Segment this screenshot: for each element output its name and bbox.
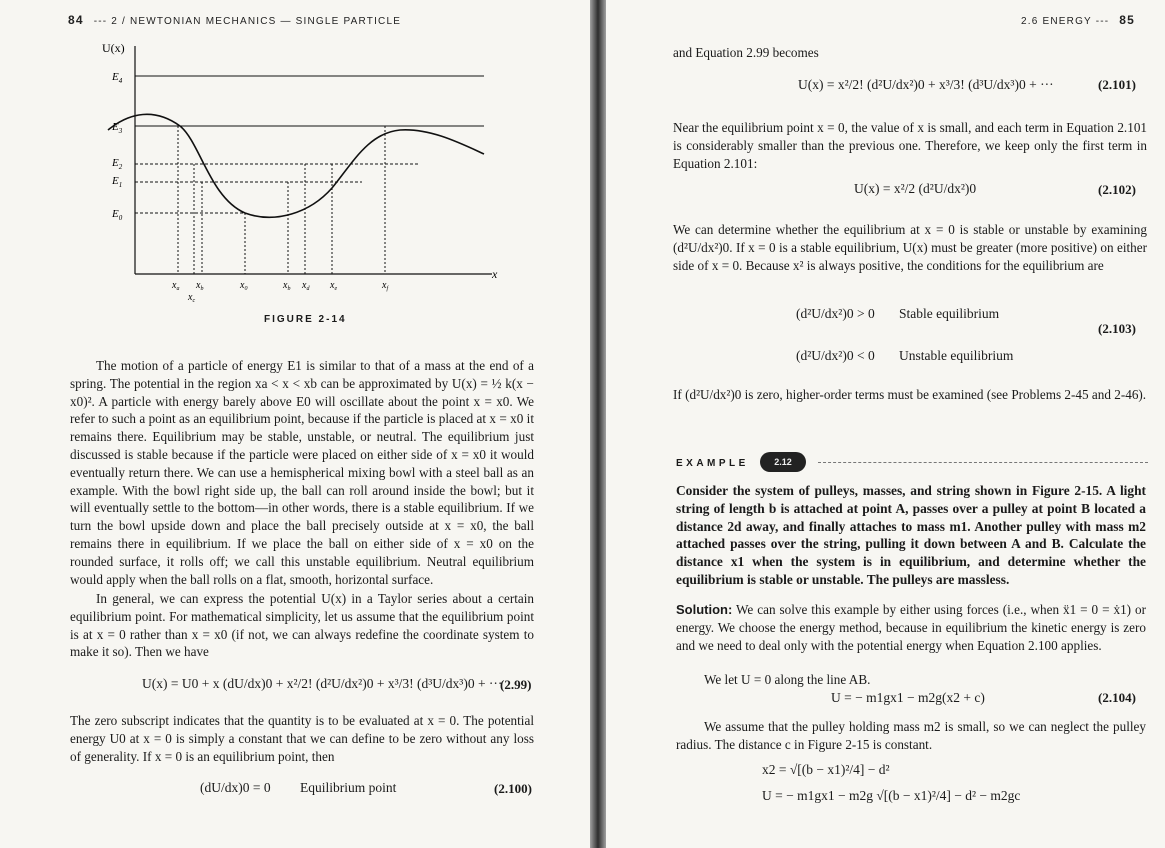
equation-U-expanded: U = − m1gx1 − m2g √[(b − x1)²/4] − d² − m2gc [762, 788, 1021, 803]
right-paragraph-3: If (d²U/dx²)0 is zero, higher-order terms must be examined (see Problems 2-45 and 2-46). [673, 387, 1147, 402]
right-page-number: 85 [1119, 13, 1136, 27]
equation-2-99: U(x) = U0 + x (dU/dx)0 + x²/2! (d²U/dx²)0 + x³/3! (d³U/dx³)0 + ··· [142, 676, 503, 691]
equation-2-100: (dU/dx)0 = 0 [200, 780, 271, 795]
x-label-xe: $x_e$ [330, 280, 338, 292]
solution-paragraph [676, 601, 1146, 654]
right-paragraph-2: We can determine whether the equilibrium at x = 0 is stable or unstable by examining (d²U/dx²)0. If x = 0 is a stable equilibrium, U(x) must be greater (more positive) on either side of x = 0. Because x² is always positive, the conditions for the equilibrium are [673, 222, 1147, 273]
energy-label-e0: $E_0$ [112, 208, 123, 222]
condition-unstable: (d²U/dx²)0 < 0 [796, 348, 875, 363]
let-statement: We let U = 0 along the line AB. [704, 672, 871, 687]
equation-2-103-number: (2.103) [1098, 321, 1136, 336]
equation-2-101: U(x) = x²/2! (d²U/dx²)0 + x³/3! (d³U/dx³)0 + ··· [798, 77, 1054, 92]
equation-2-100-label: Equilibrium point [300, 780, 397, 795]
x-axis-label: x [492, 267, 498, 281]
example-divider [818, 462, 1148, 463]
energy-label-e4: $E_4$ [112, 71, 123, 85]
potential-curve [108, 114, 484, 217]
left-paragraph-3: The zero subscript indicates that the quantity is to be evaluated at x = 0. The potential energy U0 at x = 0 is simply a constant that we can define to be zero without any loss of generality. If x = 0 is an equilibrium point, then [70, 713, 534, 764]
x-label-xb-left: $x_b$ [196, 280, 204, 292]
right-page [606, 0, 1165, 848]
right-paragraph-4: We assume that the pulley holding mass m2 is small, so we can neglect the pulley radius. The distance c in Figure 2-15 is constant. [676, 719, 1146, 752]
equation-2-100-number: (2.100) [494, 781, 532, 796]
x-label-xb: $x_b$ [283, 280, 291, 292]
right-intro: and Equation 2.99 becomes [673, 45, 819, 60]
equation-2-104: U = − m1gx1 − m2g(x2 + c) [831, 690, 985, 705]
left-page-number: 84 [68, 13, 84, 27]
x-label-xf: $x_f$ [382, 280, 389, 292]
right-paragraph-1: Near the equilibrium point x = 0, the value of x is small, and each term in Equation 2.101 is considerably smaller than the previous one. Therefore, we keep only the first term in Equation 2.101: [673, 120, 1147, 171]
left-running-head [68, 13, 401, 27]
right-running-head [1021, 13, 1135, 27]
energy-label-e1: $E_1$ [112, 175, 123, 189]
condition-stable-label: Stable equilibrium [899, 306, 1000, 321]
example-label: EXAMPLE [676, 458, 749, 469]
left-paragraph-2: In general, we can express the potential U(x) in a Taylor series about a certain equilibrium point. For mathematical simplicity, let us assume that the equilibrium point is at x = 0 rather than x = x0 (if not, we can always redefine the coordinate system to make it so). Then we have [70, 591, 534, 660]
figure-caption: FIGURE 2-14 [264, 314, 347, 325]
solution-text: We can solve this example by either using forces (i.e., when ẍ1 = 0 = ẋ1) or energy. We choose the energy method, because in equilibrium the kinetic energy is zero and we need to deal only with the potential energy when Equation 2.100 applies. [676, 602, 1146, 653]
equation-2-99-number: (2.99) [500, 677, 532, 692]
x-label-xc: $x_c$ [188, 292, 196, 304]
equation-2-101-number: (2.101) [1098, 77, 1136, 92]
equation-2-102: U(x) = x²/2 (d²U/dx²)0 [854, 181, 977, 196]
condition-unstable-label: Unstable equilibrium [899, 348, 1014, 363]
potential-energy-figure [100, 38, 510, 304]
equation-2-102-number: (2.102) [1098, 182, 1136, 197]
x-label-x0: $x_0$ [240, 280, 248, 292]
equation-2-104-number: (2.104) [1098, 690, 1136, 705]
example-number-badge: 2.12 [760, 452, 806, 472]
energy-label-e3: $E_3$ [112, 121, 123, 135]
x-label-xd: $x_d$ [302, 280, 310, 292]
left-running-head-text: --- 2 / NEWTONIAN MECHANICS — SINGLE PARTICLE [93, 16, 402, 27]
energy-label-e2: $E_2$ [112, 157, 123, 171]
x-label-xa: $x_a$ [172, 280, 180, 292]
example-problem-text: Consider the system of pulleys, masses, and string shown in Figure 2-15. A light string of length b is attached at point A, passes over a pulley at point B located a distance 2d away, and finally attaches to mass m1. Another pulley with mass m2 attached passes over the string, pulling it down between A and B. Calculate the distance x1 when the system is in equilibrium, and determine whether the equilibrium is stable or unstable. The pulleys are massless. [676, 483, 1146, 587]
right-running-head-text: 2.6 ENERGY --- [1021, 16, 1110, 27]
solution-label: Solution: [676, 602, 733, 617]
condition-stable: (d²U/dx²)0 > 0 [796, 306, 875, 321]
y-axis-label: U(x) [102, 41, 125, 55]
equation-x2: x2 = √[(b − x1)²/4] − d² [762, 762, 890, 777]
left-paragraph-1: The motion of a particle of energy E1 is similar to that of a mass at the end of a spring. The potential in the region xa < x < xb can be approximated by U(x) = ½ k(x − x0)². A particle with energy barely above E0 will oscillate about the point x = x0. We refer to such a point as an equilibrium point, because if the particle is placed at x = x0 it remains there. Equilibrium may be stable, unstable, or neutral. The equilibrium just discussed is stable because if the particle were placed on either side of x = x0 it would eventually return there. We can use a hemispherical mixing bowl with a steel ball as an example. With the bowl right side up, the ball can roll around inside the bowl; but it will eventually settle to the bottom—in other words, there is a stable equilibrium. If we turn the bowl upside down and place the ball precisely outside at x = x0, the ball remains there in equilibrium. If we place the ball on either side of x = x0 on the rounded surface, it rolls off; we call this unstable equilibrium. Neutral equilibrium would apply when the ball rolls on a flat, smooth, horizontal surface. [70, 358, 534, 587]
